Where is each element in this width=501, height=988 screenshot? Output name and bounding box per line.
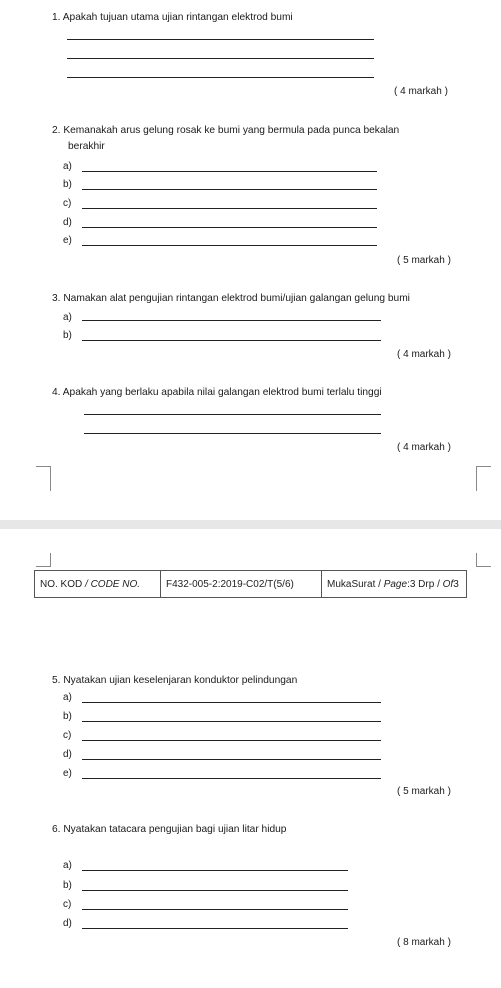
page-number: :3 Drp / bbox=[407, 578, 440, 590]
page-cell bbox=[322, 571, 467, 598]
page-header-table bbox=[34, 570, 467, 598]
answer-line[interactable] bbox=[82, 870, 348, 871]
question-6-text: 6. Nyatakan tatacara pengujian bagi ujian litar hidup bbox=[52, 824, 287, 835]
answer-line[interactable] bbox=[82, 189, 377, 190]
answer-line[interactable] bbox=[82, 171, 377, 172]
answer-line[interactable] bbox=[82, 890, 348, 891]
code-label-cell bbox=[35, 571, 161, 598]
crop-mark bbox=[476, 466, 491, 491]
marks-label: ( 8 markah ) bbox=[397, 937, 451, 948]
option-label: b) bbox=[63, 179, 72, 190]
question-1-text: 1. Apakah tujuan utama ujian rintangan elektrod bumi bbox=[52, 12, 293, 23]
question-2-text: 2. Kemanakah arus gelung rosak ke bumi yang bermula pada punca bekalan bbox=[52, 125, 400, 136]
of-label-en: Of bbox=[442, 578, 454, 590]
option-label: a) bbox=[63, 692, 72, 703]
marks-label: ( 5 markah ) bbox=[397, 786, 451, 797]
option-label: b) bbox=[63, 711, 72, 722]
option-label: e) bbox=[63, 768, 72, 779]
question-5-text: 5. Nyatakan ujian keselenjaran konduktor pelindungan bbox=[52, 675, 298, 686]
option-label: d) bbox=[63, 217, 72, 228]
answer-line[interactable] bbox=[82, 928, 348, 929]
code-label-en: / CODE NO. bbox=[85, 578, 141, 590]
marks-label: ( 5 markah ) bbox=[397, 255, 451, 266]
question-4-text: 4. Apakah yang berlaku apabila nilai galangan elektrod bumi terlalu tinggi bbox=[52, 387, 382, 398]
total-pages: 3 bbox=[453, 578, 459, 590]
option-label: c) bbox=[63, 899, 72, 910]
code-label: NO. KOD bbox=[40, 578, 83, 590]
option-label: c) bbox=[63, 730, 72, 741]
option-label: d) bbox=[63, 918, 72, 929]
code-value: F432-005-2:2019-C02/T(5/6) bbox=[166, 578, 294, 590]
answer-line[interactable] bbox=[67, 58, 374, 59]
answer-line[interactable] bbox=[84, 414, 381, 415]
answer-line[interactable] bbox=[82, 208, 377, 209]
answer-line[interactable] bbox=[82, 721, 381, 722]
question-2-text-cont: berakhir bbox=[68, 141, 105, 152]
answer-line[interactable] bbox=[82, 245, 377, 246]
answer-line[interactable] bbox=[82, 340, 381, 341]
option-label: b) bbox=[63, 330, 72, 341]
option-label: b) bbox=[63, 880, 72, 891]
option-label: a) bbox=[63, 312, 72, 323]
option-label: d) bbox=[63, 749, 72, 760]
page-label: MukaSurat / bbox=[327, 578, 381, 590]
crop-mark bbox=[36, 553, 51, 567]
answer-line[interactable] bbox=[82, 740, 381, 741]
code-value-cell bbox=[161, 571, 322, 598]
marks-label: ( 4 markah ) bbox=[397, 442, 451, 453]
answer-line[interactable] bbox=[84, 433, 381, 434]
crop-mark bbox=[476, 553, 491, 567]
answer-line[interactable] bbox=[82, 702, 381, 703]
marks-label: ( 4 markah ) bbox=[397, 349, 451, 360]
answer-line[interactable] bbox=[82, 909, 348, 910]
option-label: a) bbox=[63, 161, 72, 172]
question-3-text: 3. Namakan alat pengujian rintangan elektrod bumi/ujian galangan gelung bumi bbox=[52, 293, 410, 304]
crop-mark bbox=[36, 466, 51, 491]
option-label: e) bbox=[63, 235, 72, 246]
marks-label: ( 4 markah ) bbox=[394, 86, 448, 97]
option-label: c) bbox=[63, 198, 72, 209]
option-label: a) bbox=[63, 860, 72, 871]
answer-line[interactable] bbox=[82, 320, 381, 321]
answer-line[interactable] bbox=[67, 39, 374, 40]
answer-line[interactable] bbox=[82, 759, 381, 760]
answer-line[interactable] bbox=[82, 227, 377, 228]
page-label-en: Page bbox=[383, 578, 408, 590]
page-separator bbox=[0, 520, 501, 529]
answer-line[interactable] bbox=[67, 77, 374, 78]
answer-line[interactable] bbox=[82, 778, 381, 779]
